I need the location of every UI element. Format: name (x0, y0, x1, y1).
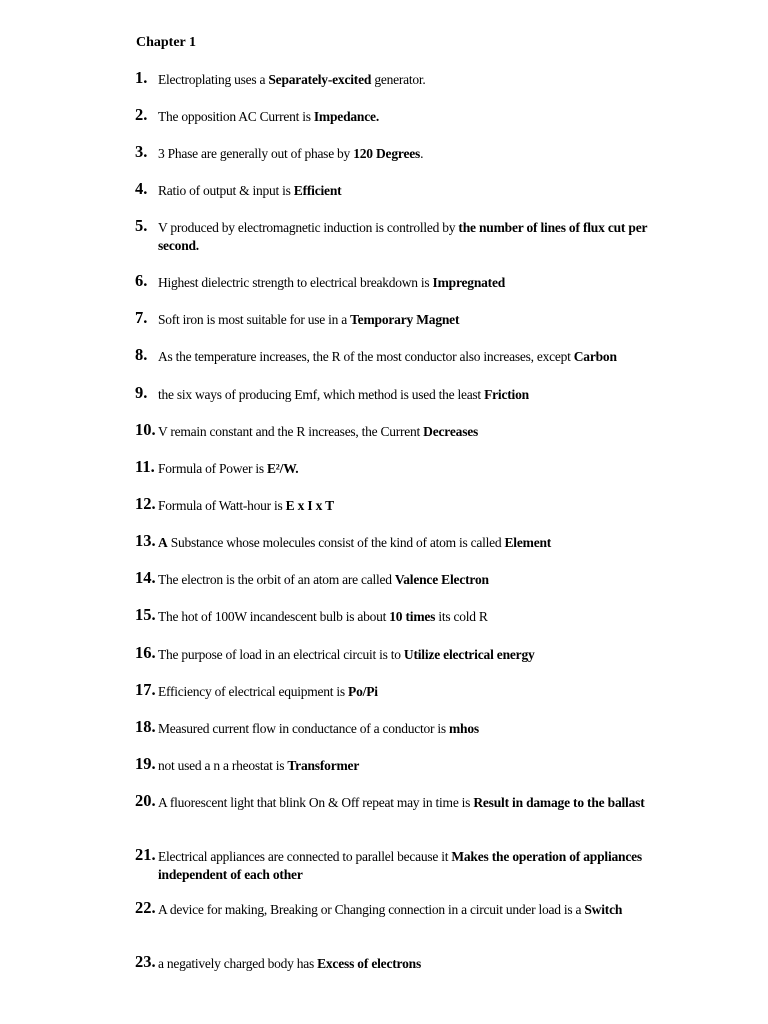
question-fragment: Soft iron is most suitable for use in a (158, 312, 351, 327)
question-text (158, 848, 650, 883)
question-fragment: Electrical appliances are connected to parallel because it (158, 849, 452, 864)
answer-text: 10 times (389, 609, 436, 624)
question-text (158, 311, 650, 329)
question-fragment: a negatively charged body has (158, 956, 318, 971)
answer-text: Transformer (287, 758, 360, 773)
question-fragment: Electroplating uses a (158, 72, 269, 87)
question-text (158, 534, 650, 552)
question-fragment: . (420, 146, 424, 161)
question-fragment: Measured current flow in conductance of a conductor is (158, 721, 450, 736)
question-text (158, 182, 650, 200)
question-number: 20. (135, 791, 156, 810)
question-number: 4. (135, 179, 148, 198)
question-fragment: 3 Phase are generally out of phase by (158, 146, 354, 161)
question-number: 14. (135, 568, 156, 587)
answer-text: E x I x T (285, 498, 334, 513)
question-text (158, 386, 650, 404)
question-text (158, 901, 650, 919)
question-text (158, 720, 650, 738)
answer-text: Switch (584, 902, 623, 917)
answer-text: the number of lines of flux cut per second. (158, 220, 648, 253)
answer-text: Utilize electrical energy (403, 647, 535, 662)
answer-text: Decreases (423, 424, 479, 439)
question-text (158, 423, 650, 441)
question-number: 16. (135, 643, 156, 662)
question-fragment: Substance whose molecules consist of the kind of atom is called (167, 535, 505, 550)
answer-text: Carbon (573, 349, 617, 364)
question-fragment: The electron is the orbit of an atom are called (158, 572, 395, 587)
question-text (158, 219, 650, 254)
question-number: 12. (135, 494, 156, 513)
question-fragment: not used a n a rheostat is (158, 758, 288, 773)
question-text (158, 646, 650, 664)
question-number: 9. (135, 383, 148, 402)
answer-text: A (158, 535, 168, 550)
question-number: 5. (135, 216, 148, 235)
question-text (158, 145, 650, 163)
answer-text: Result in damage to the ballast (473, 795, 645, 810)
question-fragment: its cold R (435, 609, 488, 624)
question-fragment: Efficiency of electrical equipment is (158, 684, 349, 699)
answer-text: Element (504, 535, 552, 550)
question-number: 10. (135, 420, 156, 439)
question-fragment: The hot of 100W incandescent bulb is about (158, 609, 390, 624)
question-text (158, 794, 650, 812)
answer-text: Temporary Magnet (350, 312, 460, 327)
question-number: 6. (135, 271, 148, 290)
answer-text: Separately-excited (268, 72, 372, 87)
question-number: 7. (135, 308, 148, 327)
question-number: 13. (135, 531, 156, 550)
answer-text: Valence Electron (394, 572, 489, 587)
question-number: 22. (135, 898, 156, 917)
question-fragment: The opposition AC Current is (158, 109, 314, 124)
answer-text: Excess of electrons (317, 956, 422, 971)
question-fragment: Ratio of output & input is (158, 183, 294, 198)
answer-text: Impregnated (432, 275, 506, 290)
question-fragment: Highest dielectric strength to electrical breakdown is (158, 275, 433, 290)
question-fragment: A device for making, Breaking or Changing connection in a circuit under load is a (158, 902, 585, 917)
answer-text: 120 Degrees (353, 146, 421, 161)
answer-text: Po/Pi (348, 684, 378, 699)
question-text (158, 683, 650, 701)
question-text (158, 608, 650, 626)
question-fragment: Formula of Watt-hour is (158, 498, 286, 513)
question-number: 15. (135, 605, 156, 624)
question-fragment: As the temperature increases, the R of the most conductor also increases, except (158, 349, 574, 364)
question-number: 23. (135, 952, 156, 971)
question-fragment: Formula of Power is (158, 461, 267, 476)
question-text (158, 571, 650, 589)
question-text (158, 71, 650, 89)
question-text (158, 460, 650, 478)
question-fragment: A fluorescent light that blink On & Off repeat may in time is (158, 795, 474, 810)
question-text (158, 274, 650, 292)
question-text (158, 497, 650, 515)
question-text (158, 348, 650, 366)
question-text (158, 757, 650, 775)
question-number: 8. (135, 345, 148, 364)
answer-text: Makes the operation of appliances independent of each other (158, 849, 642, 882)
question-fragment: V remain constant and the R increases, the Current (158, 424, 424, 439)
question-number: 19. (135, 754, 156, 773)
answer-text: Friction (484, 387, 529, 402)
question-number: 21. (135, 845, 156, 864)
answer-text: Efficient (293, 183, 342, 198)
question-fragment: V produced by electromagnetic induction is controlled by (158, 220, 459, 235)
answer-text: E²/W. (267, 461, 299, 476)
question-number: 1. (135, 68, 148, 87)
question-text (158, 108, 650, 126)
answer-text: mhos (449, 721, 479, 736)
question-number: 18. (135, 717, 156, 736)
question-fragment: generator. (371, 72, 426, 87)
question-fragment: The purpose of load in an electrical circuit is to (158, 647, 404, 662)
answer-text: Impedance. (313, 109, 379, 124)
question-number: 2. (135, 105, 148, 124)
chapter-heading: Chapter 1 (136, 35, 197, 50)
question-text (158, 955, 650, 973)
question-number: 3. (135, 142, 148, 161)
question-fragment: the six ways of producing Emf, which method is used the least (158, 387, 485, 402)
question-number: 11. (135, 457, 155, 476)
question-number: 17. (135, 680, 156, 699)
